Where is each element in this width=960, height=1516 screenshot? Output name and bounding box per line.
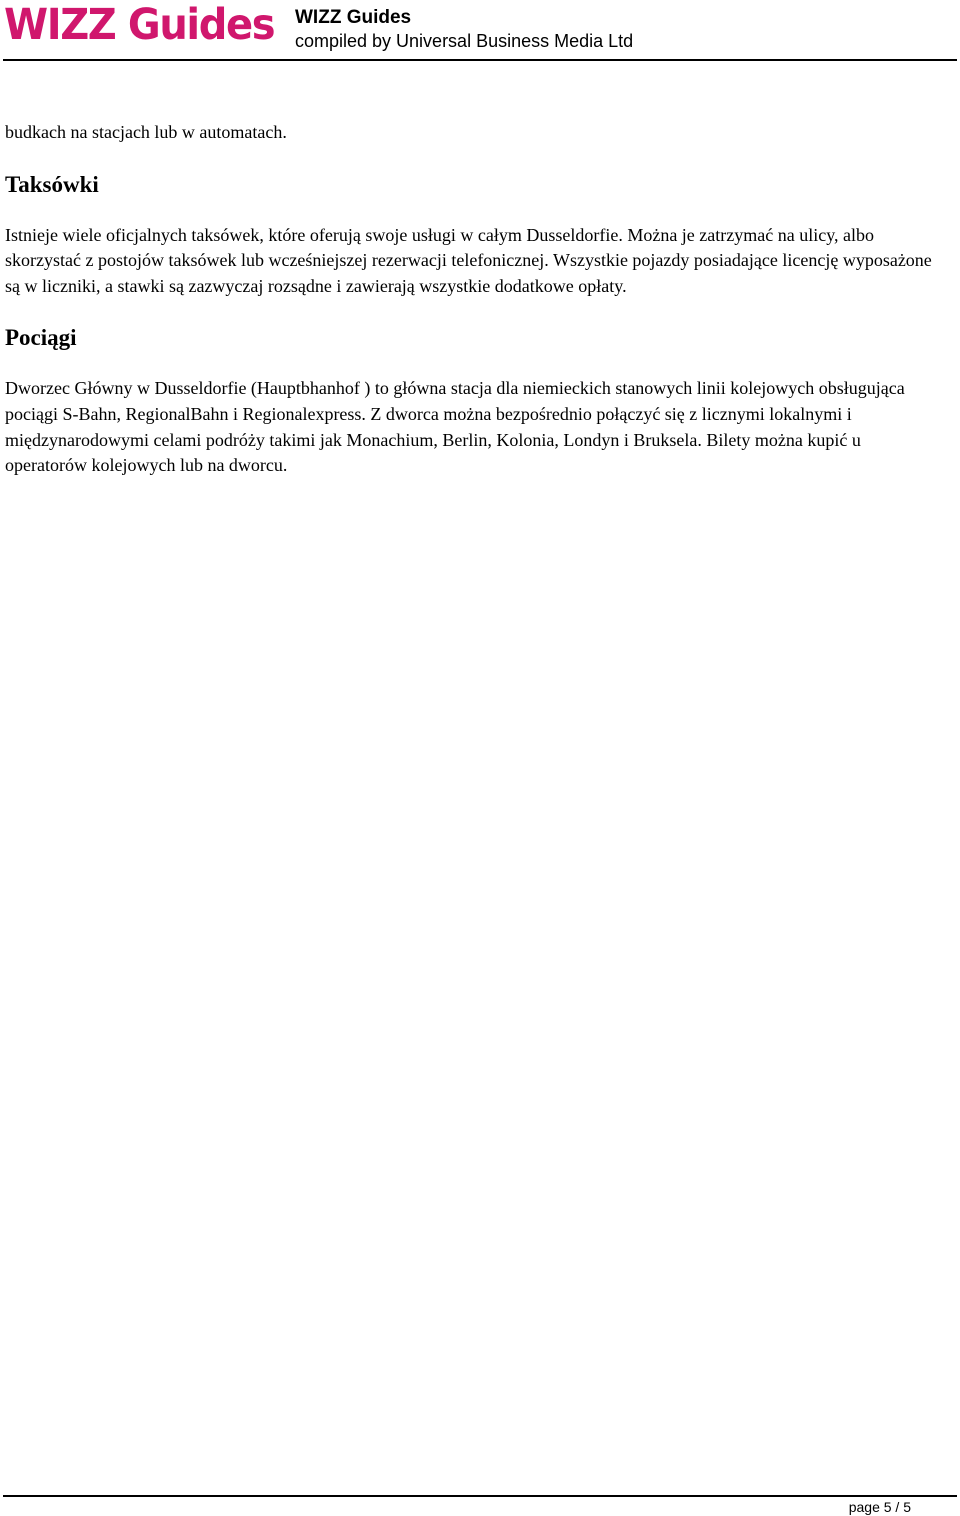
intro-paragraph: budkach na stacjach lub w automatach.: [5, 122, 287, 142]
footer-divider: [3, 1495, 957, 1497]
header-title: WIZZ Guides: [295, 7, 412, 28]
page-number: page 5 / 5: [848, 1499, 911, 1515]
header-subtitle: compiled by Universal Business Media Ltd: [295, 31, 634, 51]
header-text-block: [295, 6, 633, 53]
logo-text: WIZZ Guides: [4, 0, 275, 50]
train-paragraph: Dworzec Główny w Dusseldorfie (Hauptbhanhof ) to główna stacja dla niemieckich stanowych linii kolejowych obsługująca pociągi S-Bahn, RegionalBahn i Regionalexpress. Z dworca można bezpośrednio połączyć się z licznymi lokalnymi i międzynarodowymi celami podróży takimi jak Monachium, Berlin, Kolonia, Londyn i Bruksela. Bilety można kupić u operatorów kolejowych lub na dworcu.: [5, 378, 905, 476]
wizz-guides-logo: [4, 0, 294, 52]
page-header: [0, 0, 960, 62]
taxi-heading: Taksówki: [5, 171, 99, 197]
document-body: [5, 120, 940, 479]
taxi-paragraph: Istnieje wiele oficjalnych taksówek, które oferują swoje usługi w całym Dusseldorfie. Można je zatrzymać na ulicy, albo skorzystać z postojów taksówek lub wcześniejszej rezerwacji telefonicznej. Wszystkie pojazdy posiadające licencję wyposażone są w liczniki, a stawki są zazwyczaj rozsądne i zawierają wszystkie dodatkowe opłaty.: [5, 224, 932, 296]
header-divider: [3, 59, 957, 61]
train-heading: Pociągi: [5, 325, 77, 351]
